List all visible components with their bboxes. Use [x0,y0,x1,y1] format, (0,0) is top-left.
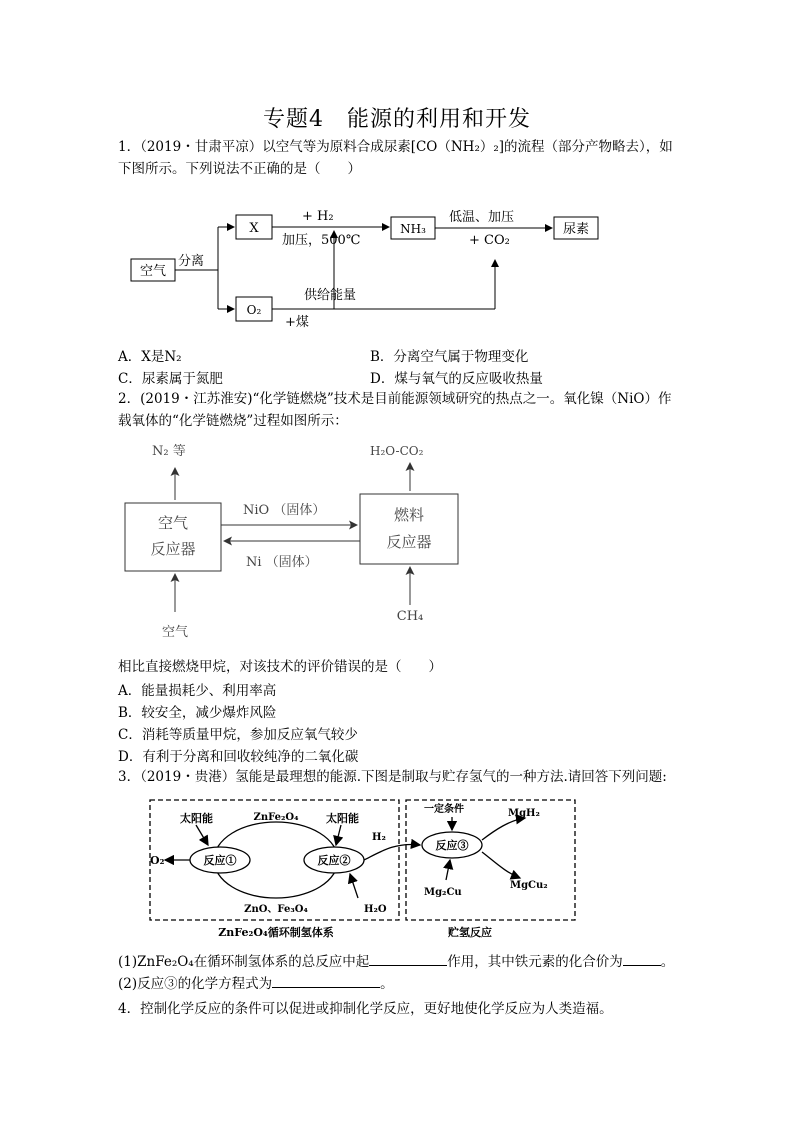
q3-reaction1-label: 反应① [203,854,237,867]
q3-sub1-text-a: (1)ZnFe₂O₄在循环制氢体系的总反应中起 [118,954,370,970]
q2-h2o-co2-label: H₂O-CO₂ [370,444,424,458]
q3-sub2-text-a: (2)反应③的化学方程式为 [118,976,273,992]
q3-sub2 [118,973,394,994]
q1-urea-label: 尿素 [562,222,590,237]
q3-sub1-blank-role[interactable] [369,951,447,966]
q3-sub1-text-b: 作用，其中铁元素的化合价为 [447,954,623,970]
q2-air-input-label: 空气 [161,625,189,640]
q3-h2o-label: H₂O [364,904,387,915]
q3-sub1 [118,951,674,972]
q3-solar1-label: 太阳能 [180,812,213,825]
q1-o2-label: O₂ [246,303,262,317]
q3-znfe2o4-label: ZnFe₂O₄ [253,812,299,823]
q1-option-a: A．X是N₂ [118,349,182,365]
q1-x-label: X [249,221,259,236]
q2-option-a: A．能量损耗少、利用率高 [118,683,277,699]
q2-option-d: D．有利于分离和回收较纯净的二氧化碳 [118,749,359,765]
page-title: 专题4 能源的利用和开发 [263,107,531,132]
q2-fuel-reactor-line2: 反应器 [386,533,432,551]
q2-ni-label: Ni （固体） [246,555,318,570]
q2-n2-label: N₂ 等 [152,444,186,459]
q3-caption-cycle: ZnFe₂O₄循环制氢体系 [218,926,334,939]
q1-h2-label: + H₂ [302,209,334,224]
q3-caption-storage: 贮氢反应 [448,926,492,939]
q3-h2-label: H₂ [372,832,386,843]
q2-option-b: B．较安全，减少爆炸风险 [118,705,277,721]
q1-coal-label: +煤 [285,315,309,330]
q2-stem-line1: 2．(2019・江苏淮安)“化学链燃烧”技术是目前能源领域研究的热点之一。氧化镍（NiO）作 [118,391,672,407]
q3-sub1-text-c: 。 [660,954,675,970]
q1-option-b: B．分离空气属于物理变化 [370,349,529,365]
q4-stem: 4．控制化学反应的条件可以促进或抑制化学反应，更好地使化学反应为人类造福。 [118,1001,613,1017]
q2-air-reactor-line1: 空气 [157,514,189,532]
q3-storage-dashed-box [406,800,575,920]
q3-sub1-blank-valence[interactable] [623,951,661,966]
q1-stem-line2: 下图所示。下列说法不正确的是（ ） [118,161,361,177]
q2-ch4-label: CH₄ [396,609,424,624]
q3-o2-label: O₂ [150,854,165,867]
q3-sub2-blank-equation[interactable] [272,973,380,988]
q3-reaction2-label: 反应② [317,854,351,867]
q2-stem-line2: 载氧体的“化学链燃烧”过程如图所示： [118,413,348,429]
q3-mgcu2-label: MgCu₂ [510,880,548,891]
q1-energy-label: 供给能量 [304,288,357,303]
q2-air-reactor-line2: 反应器 [150,540,196,558]
q1-air-label: 空气 [139,264,167,279]
q3-solar2-label: 太阳能 [326,812,359,825]
q3-zno-label: ZnO、Fe₃O₄ [244,904,308,915]
q3-mg2cu-label: Mg₂Cu [424,887,462,898]
q1-separate-label: 分离 [178,254,205,269]
q2-option-c: C．消耗等质量甲烷，参加反应氧气较少 [118,727,358,743]
q1-nh3-label: NH₃ [400,222,426,236]
q1-cond1-label: 加压，500℃ [282,233,361,248]
q1-option-c: C．尿素属于氮肥 [118,371,223,387]
q3-reaction3-label: 反应③ [435,839,469,852]
q3-mgh2-label: MgH₂ [508,808,540,819]
q1-cond2-label: 低温、加压 [449,210,515,225]
q1-co2-label: + CO₂ [469,233,510,248]
q3-condition-label: 一定条件 [424,804,464,815]
q2-question: 相比直接燃烧甲烷，对该技术的评价错误的是（ ） [118,659,442,675]
q1-stem-line1: 1．（2019・甘肃平凉）以空气等为原料合成尿素[CO（NH₂）₂]的流程（部分产物略去），如 [118,139,673,155]
q2-fuel-reactor-line1: 燃料 [393,506,425,524]
q2-nio-label: NiO （固体） [243,503,326,518]
q1-option-d: D．煤与氧气的反应吸收热量 [370,371,543,387]
q3-sub2-text-b: 。 [380,976,394,992]
q3-stem: 3．（2019・贵港）氢能是最理想的能源.下图是制取与贮存氢气的一种方法.请回答下列问题: [118,769,667,785]
